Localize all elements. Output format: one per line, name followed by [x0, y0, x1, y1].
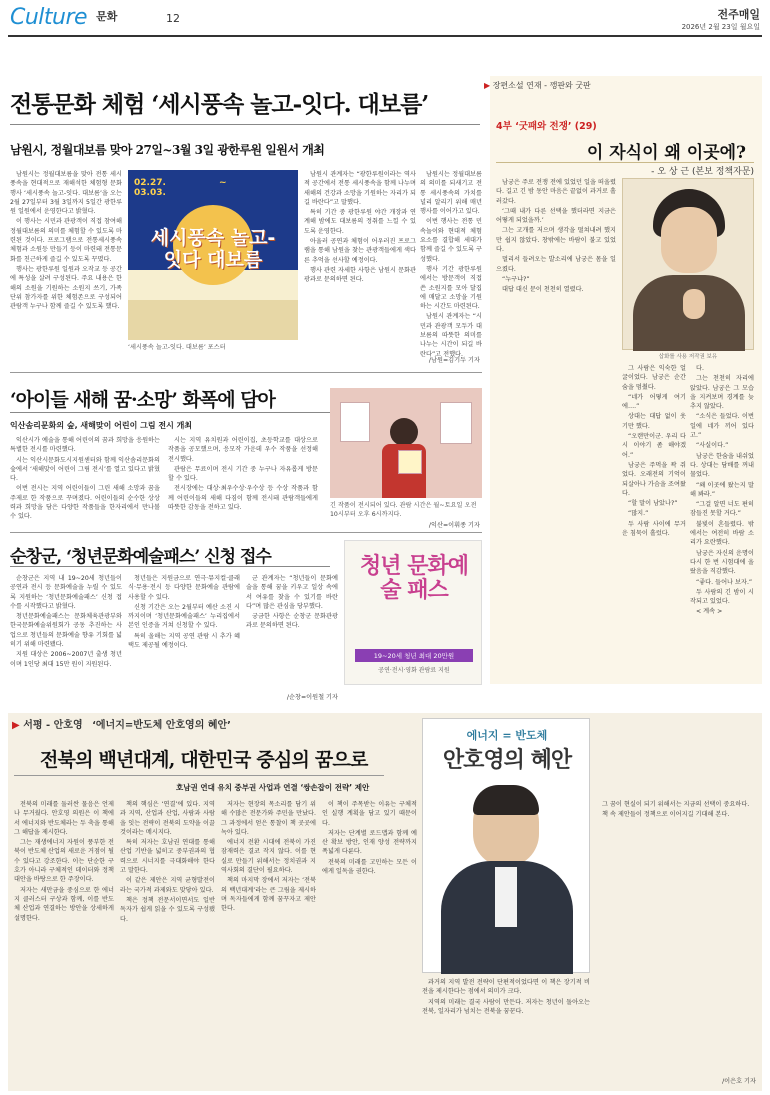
paragraph: 그는 재생에너지 자원이 풍부한 전북이 반도체 산업의 새로운 거점이 될 수 있다고 강조한다. 이는 단순한 구호가 아니라 구체적인 데이터와 정책 대안을 바탕으로 한 주장이다.	[14, 839, 114, 884]
article3-col1	[10, 574, 122, 704]
article1-headline: 전통문화 체험 ‘세시풍속 놀고-잇다. 대보름’	[10, 91, 429, 118]
article1-col1	[10, 170, 122, 370]
book-title: 안호영의 혜안	[442, 748, 572, 773]
paragraph: 멀리서 들려오는 발소리에 남궁은 몸을 일으켰다.	[496, 256, 616, 273]
serial-illustration	[622, 178, 754, 350]
paragraph: 이번 전시는 지역 어린이들이 그린 새해 소망과 꿈을 주제로 한 작품으로 꾸며졌다. 어린이들의 순수한 상상력과 희망을 담은 다양한 작품들을 한자리에서 만나볼 수 있다.	[10, 485, 160, 521]
article3-headline: 순창군, ‘청년문화예술패스’ 신청 접수	[10, 547, 271, 567]
serial-illus-caption: 삽화를 사용 저작권 보유	[658, 354, 718, 360]
photo-artwork	[398, 450, 422, 474]
paragraph: 그는 천천히 자리에 앉았다. 남궁은 그 모습을 지켜보며 경계를 늦추지 않았다.	[690, 375, 754, 411]
poster-title: 청년 문화예술 패스	[360, 554, 468, 604]
header-rule	[8, 35, 762, 37]
paragraph: 두 사람의 긴 밤이 시작되고 있었다.	[690, 588, 754, 606]
paragraph: “왜 이곳에 왔는지 말해 봐라.”	[690, 481, 754, 498]
paragraph: “할 말이 남았나?”	[628, 500, 678, 508]
article2-rule	[10, 412, 330, 413]
review-col5	[422, 978, 590, 1088]
review-subhead: 호남권 연대 유치 중부권 사업과 연결 ‘쌍손잡이 전략’ 제안	[176, 783, 370, 792]
book-kicker: 에너지 = 반도체	[466, 729, 548, 742]
paragraph: 청년들은 지원금으로 연극·뮤지컬·클래식·무용·전시 등 다양한 문화예술 관람에 사용할 수 있다.	[128, 575, 240, 601]
triangle-icon: ▶	[484, 81, 491, 90]
paragraph: 불빛이 흔들렸다. 밖에서는 여전히 바람 소리가 요란했다.	[690, 520, 754, 547]
article1-col2	[128, 354, 298, 374]
paragraph: 책의 핵심은 ‘연결’에 있다. 지역과 지역, 산업과 산업, 사람과 사람을 잇는 전략이 전북의 도약을 이끌 것이라는 메시지다.	[120, 801, 215, 836]
serial-title: 이 자식이 왜 이곳에?	[586, 143, 746, 163]
paragraph: 전북의 미래를 둘러싼 물음은 언제나 무거웠다. 안호영 의원은 이 책에서 에너지와 반도체라는 두 축을 통해 그 해답을 제시한다.	[14, 801, 114, 836]
section-logo	[10, 5, 130, 35]
serial-label	[484, 80, 762, 94]
article1-byline: /남원=김기두 기자	[428, 357, 480, 364]
paragraph: 지역의 미래는 결국 사람이 만든다. 저자는 청년이 돌아오는 전북, 일자리가 넘치는 전북을 꿈꾼다.	[422, 998, 590, 1015]
paragraph: 책은 정책 전문서이면서도 일반 독자가 쉽게 읽을 수 있도록 구성됐다.	[120, 896, 215, 923]
paragraph: 군 관계자는 “청년들이 문화예술을 통해 꿈을 키우고 일상 속에서 여유를 찾을 수 있기를 바란다”며 많은 관심을 당부했다.	[246, 575, 338, 610]
illus-hand	[683, 289, 705, 319]
article2-col2	[168, 436, 318, 516]
article1-caption: ‘세시풍속 놀고-잇다. 대보름’ 포스터	[128, 344, 226, 351]
paragraph: 남궁은 한숨을 내쉬었다. 상대는 담배를 꺼내 물었다.	[690, 452, 754, 479]
serial-label-text: 장편소설 연재 - 깽판와 굿판	[492, 81, 591, 90]
article1-col3	[304, 170, 416, 355]
section-title-ko: 문화	[96, 10, 118, 23]
paragraph: “누구냐?”	[502, 275, 530, 283]
paragraph: 특히 올해는 지역 공연 관람 시 추가 혜택도 제공될 예정이다.	[128, 632, 240, 650]
paragraph: 이 행사는 시민과 관광객이 직접 참여해 정월대보름의 의미를 체험할 수 있도록 마련된 것이다. 프로그램으로 전통세시풍속 체험과 소원등 만들기 등이 마련돼 전통문화를 친근하게 즐길 수 있도록 꾸몄다.	[10, 218, 122, 263]
paragraph: 이 같은 제안은 지역 균형발전이라는 국가적 과제와도 맞닿아 있다.	[120, 877, 215, 894]
review-col4	[322, 800, 417, 1085]
article2-caption: 긴 작품이 전시되어 있다. 관람 시간은 월~토요일 오전 10시부터 오후 6시까지다.	[330, 502, 477, 518]
paragraph: 특히 저자는 호남권 연대를 통해 산업 기반을 넓히고 중부권과의 협력으로 시너지를 극대화해야 한다고 말한다.	[120, 839, 215, 875]
paragraph: 남궁은 자신의 운명이 다시 한 번 시험대에 올랐음을 직감했다.	[690, 549, 754, 576]
paragraph: 남원시는 정월대보름의 의미를 되새기고 전통 세시풍속의 가치를 널리 알리기 위해 매년 행사를 이어가고 있다.	[420, 171, 482, 216]
paragraph: 시는 지역 유치원과 어린이집, 초등학교를 대상으로 작품을 공모했으며, 응모작 가운데 우수 작품을 선정해 전시했다.	[168, 437, 318, 463]
review-rule	[14, 775, 384, 776]
paragraph: 남궁은 주로 전쟁 전에 있었던 일을 떠올렸다. 길고 긴 밤 동안 마음은 끝없이 과거로 흘러갔다.	[496, 179, 616, 205]
paragraph: “좋다. 들어나 보자.”	[696, 578, 753, 586]
article2-byline: /익산=이휘종 기자	[428, 522, 480, 529]
paragraph: < 계속 >	[696, 608, 723, 616]
serial-col-left	[496, 178, 616, 658]
article1-poster	[128, 170, 298, 340]
paragraph: 남원시 관계자는 “광한루원이라는 역사적 공간에서 전통 세시풍속을 함께 나누며 새해의 건강과 소망을 기원하는 자리가 되길 바란다”고 말했다.	[304, 171, 416, 206]
serial-col-right	[690, 364, 754, 664]
paragraph: “많지.”	[628, 510, 649, 518]
poster-sub: 19~20세 청년 최대 20만원	[355, 649, 473, 662]
paragraph: ‘그때 내가 다른 선택을 했더라면 지금은 어떻게 되었을까.’	[496, 207, 616, 225]
paragraph: 이번 행사는 전통 민속놀이와 현대적 체험 요소를 결합해 세대가 함께 즐길 수 있도록 구성했다.	[420, 218, 482, 263]
paragraph: 순창군은 지역 내 19~20세 청년들이 공연과 전시 등 문화예술을 누릴 수 있도록 지원하는 ‘청년문화예술패스’ 신청 접수를 시작했다고 밝혔다.	[10, 575, 122, 610]
review-col2	[120, 800, 215, 1085]
paragraph: 관람은 무료이며 전시 기간 중 누구나 자유롭게 방문할 수 있다.	[168, 465, 318, 483]
paragraph: 과거의 지역 발전 전략이 단편적이었다면 이 책은 장기적 비전을 제시한다는 점에서 의미가 크다.	[422, 979, 590, 996]
paragraph: 행사 관련 자세한 사항은 남원시 문화관광과로 문의하면 된다.	[304, 266, 416, 284]
paragraph: 다.	[696, 365, 704, 372]
review-col1	[14, 800, 114, 1085]
review-book-text: ‘에너지=반도체 안호영의 혜안’	[92, 720, 231, 731]
paragraph: “그걸 알면 너도 편히 잠들진 못할 거다.”	[690, 501, 754, 518]
page-number: 12	[166, 12, 180, 25]
paragraph: 남원시는 정월대보름을 맞아 전통 세시풍속을 현대적으로 재해석한 체험형 문화행사 ‘세시풍속 놀고-잇다. 대보름’을 오는 2월 27일부터 3월 3일까지 5일간 광한루원 일원에서 운영한다고 밝혔다.	[10, 171, 122, 216]
paragraph: 그 꿈이 현실이 되기 위해서는 지금의 선택이 중요하다.	[602, 801, 750, 808]
paragraph: 책의 마지막 장에서 저자는 ‘전북의 백년대계’라는 큰 그림을 제시하며 독자들에게 함께 꿈꾸자고 제안한다.	[221, 877, 316, 913]
paragraph: 상대는 대답 없이 웃기만 했다.	[622, 413, 686, 430]
article-separator	[10, 532, 482, 533]
review-col3	[221, 800, 316, 1085]
paragraph: 행사 기간 광한루원에서는 방문객이 직접 쓴 소원지를 모아 달집에 매달고 소망을 기원하는 시간도 마련된다.	[420, 265, 482, 311]
paragraph: 청년문화예술패스는 문화체육관광부와 한국문화예술위원회가 공동 추진하는 사업으로 청년들의 문화예술 향유 기회를 넓히기 위해 마련됐다.	[10, 613, 122, 649]
paragraph: 시는 익산시문화도시지원센터와 함께 익산솜리문화의 숲에서 ‘새해맞이 어린이 그림 전시’를 열고 있다고 밝혔다.	[10, 456, 160, 483]
paragraph: 그 사람은 익숙한 얼굴이었다. 남궁은 순간 숨을 멈췄다.	[622, 365, 686, 391]
section-title-en: Culture	[10, 5, 88, 30]
poster-title: 세시풍속 놀고-잇다 대보름	[150, 227, 276, 271]
article3-byline: /순창=이원철 기자	[286, 694, 338, 701]
serial-chapter: 4부 ‘굿패와 전쟁’ (29)	[496, 121, 597, 132]
article3-col2	[128, 574, 240, 704]
serial-col-mid	[622, 364, 686, 664]
paragraph: 신청 기간은 오는 2월부터 예산 소진 시까지이며 ‘청년문화예술패스’ 누리집에서 본인 인증을 거쳐 신청할 수 있다.	[128, 603, 240, 630]
paragraph: 이 책이 주목받는 이유는 구체적인 실행 계획을 담고 있기 때문이다.	[322, 801, 417, 827]
review-label-text: 서평 - 안호영	[23, 720, 83, 731]
article3-poster	[344, 540, 482, 685]
serial-rule	[496, 162, 754, 163]
article2-photo	[330, 388, 482, 498]
paragraph: 저자는 새만금을 중심으로 한 에너지 클러스터 구상과 함께, 이를 반도체 산업과 연결하는 방안을 상세하게 설명한다.	[14, 886, 114, 922]
issue-date: 2026년 2월 23일 월요일	[681, 23, 760, 31]
paragraph: “사실이다.”	[696, 442, 729, 450]
author-shirt	[495, 867, 517, 927]
article3-rule	[10, 566, 330, 567]
article-separator	[10, 372, 482, 373]
paragraph: 전북의 미래를 고민하는 모든 이에게 일독을 권한다.	[322, 858, 417, 876]
author-hair	[473, 785, 539, 815]
paragraph: 저자는 단계별 로드맵과 함께 예산 확보 방안, 인재 양성 전략까지 폭넓게 다룬다.	[322, 829, 417, 856]
article1-col4	[420, 170, 482, 358]
article2-headline: ‘아이들 새해 꿈·소망’ 화폭에 담아	[10, 389, 275, 411]
paragraph: 특히 기간 중 광한루원 야간 개장과 연계해 밤에도 대보름의 정취를 느낄 수 있도록 운영한다.	[304, 209, 416, 235]
masthead: 전주매일	[717, 8, 760, 21]
photo-child-head	[390, 418, 418, 446]
article3-col3	[246, 574, 338, 704]
book-cover	[422, 718, 590, 973]
paragraph: 남궁은 주먹을 꽉 쥐었다. 오래전의 기억이 되살아나 가슴을 조여왔다.	[622, 461, 686, 497]
triangle-icon: ▶	[12, 720, 20, 731]
poster-ground	[128, 300, 298, 340]
illus-face	[661, 207, 717, 273]
review-byline: /이은호 기자	[722, 1078, 756, 1085]
article2-col1	[10, 436, 160, 521]
paragraph: “소식은 들었다. 이번 일에 네가 끼어 있다고.”	[690, 413, 754, 440]
article1-subhead: 남원시, 정월대보름 맞아 27일~3월 3일 광한루원 일원서 개최	[10, 143, 325, 157]
serial-author: - 오 상 근 (본보 정책자문)	[651, 167, 754, 177]
paragraph: 저자는 현장의 목소리를 담기 위해 수많은 전문가와 주민을 만났다. 그 과정에서 얻은 통찰이 책 곳곳에 녹아 있다.	[221, 801, 316, 836]
review-headline: 전북의 백년대계, 대한민국 중심의 꿈으로	[40, 749, 368, 771]
article1-rule	[10, 124, 480, 125]
poster-dates: 02.27. ~ 03.03.	[134, 178, 227, 198]
review-col6	[596, 800, 756, 1065]
paragraph: 에너지 전환 시대에 전북이 가진 잠재력은 결코 작지 않다. 이를 현실로 만들기 위해서는 정치권과 지역사회의 결단이 필요하다.	[221, 839, 316, 875]
paragraph: 행사는 광한루원 일원과 오작교 등 공간에 특성을 살려 구성된다. 주요 내용은 한 해의 소원을 기원하는 소원지 쓰기, 가족 단위 참가자를 위한 체험존으로 구성되어 관람객 누구나 함께 즐길 수 있도록 했다.	[10, 265, 122, 311]
paragraph: 아울러 공연과 체험이 어우러진 프로그램을 통해 남원을 찾는 관광객들에게 색다른 추억을 선사할 예정이다.	[304, 238, 416, 264]
paragraph: 궁금한 사항은 순창군 문화관광과로 문의하면 된다.	[246, 613, 338, 630]
paragraph: 지원 대상은 2006~2007년 출생 청년이며 1인당 최대 15만 원이 지원된다.	[10, 651, 122, 668]
paragraph: 전시장에는 대상·최우수상·우수상 등 수상 작품과 함께 어린이들의 새해 다짐이 함께 전시돼 관람객들에게 따뜻한 감동을 전하고 있다.	[168, 485, 318, 512]
paragraph: “오랜만이군. 우리 다시 이야기 좀 해야겠어.”	[622, 433, 686, 459]
paragraph: 두 사람 사이에 무거운 침묵이 흘렀다.	[622, 520, 686, 538]
paragraph: “네가 어떻게 여기에….”	[622, 393, 686, 411]
paragraph: 남원시 관계자는 “시민과 관광객 모두가 대보름의 따뜻한 의미를 나누는 시간이 되길 바란다”고 전했다.	[420, 313, 482, 358]
paragraph: 대답 대신 문이 천천히 열렸다.	[502, 286, 584, 294]
photo-frame-2	[440, 402, 472, 444]
poster-note: 공연·전시·영화 관람료 지원	[378, 667, 450, 674]
paragraph: 익산시가 예술을 통해 어린이의 꿈과 희망을 응원하는 특별한 전시를 마련했다.	[10, 437, 160, 454]
article2-subhead: 익산솜리문화의 숲, 새해맞이 어린이 그림 전시 개최	[10, 421, 193, 430]
photo-frame-1	[340, 402, 370, 442]
paragraph: 그는 고개를 저으며 생각을 떨쳐내려 했지만 쉽지 않았다. 창밖에는 바람이 불고 있었다.	[496, 227, 616, 254]
paragraph: 책 속 제안들이 정책으로 이어지길 기대해 본다.	[602, 811, 730, 819]
